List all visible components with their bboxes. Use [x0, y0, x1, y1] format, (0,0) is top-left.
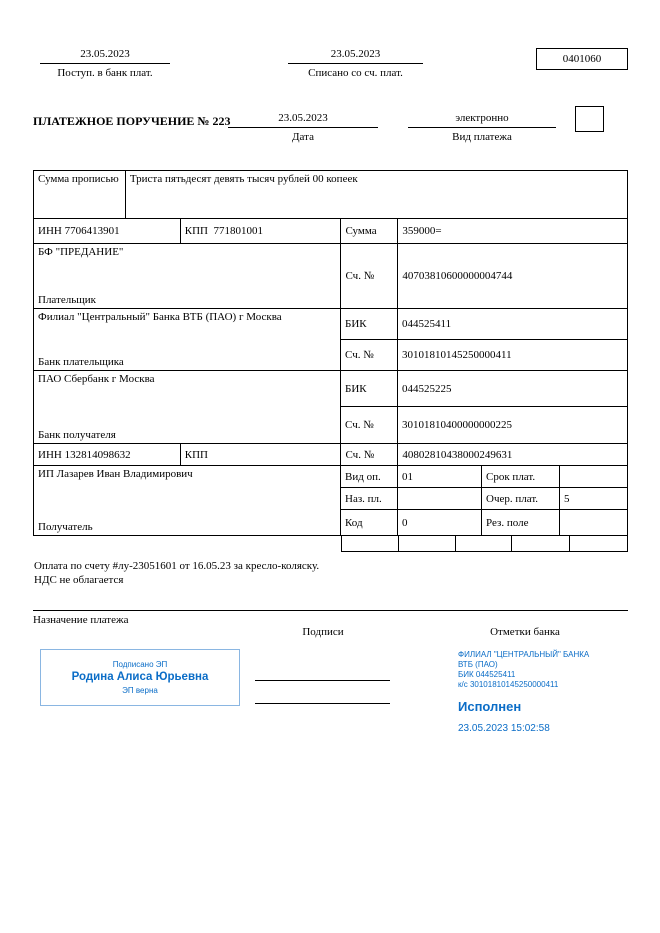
payer-inn-cell: ИНН 7706413901	[34, 219, 181, 244]
payee-account-label-cell: Сч. №	[341, 444, 398, 466]
rez-pole-label-cell: Рез. поле	[482, 510, 560, 536]
form-number-box	[536, 48, 628, 70]
tax-field-cell	[512, 535, 570, 552]
payment-kind-label: Вид платежа	[452, 131, 512, 143]
bank-stamp-status: Исполнен	[458, 699, 522, 714]
naz-pl-value-cell	[398, 488, 482, 510]
payer-account-cell: 40703810600000004744	[398, 244, 628, 309]
doc-date-value: 23.05.2023	[228, 112, 378, 128]
bank-stamp-name-line1: ФИЛИАЛ "ЦЕНТРАЛЬНЫЙ" БАНКА	[458, 650, 590, 659]
vid-op-label-cell: Вид оп.	[341, 466, 398, 488]
title-status-box	[575, 106, 604, 132]
signature-line-2	[255, 703, 390, 704]
tax-field-cell	[570, 535, 628, 552]
amount-words-value-cell: Триста пятьдесят девять тысяч рублей 00 копеек	[126, 171, 628, 219]
payee-name: ИП Лазарев Иван Владимирович	[38, 468, 193, 480]
payer-kpp-cell: КПП 771801001	[181, 219, 342, 244]
payee-bank-name: ПАО Сбербанк г Москва	[38, 373, 155, 385]
sum-label-cell: Сумма	[341, 219, 398, 244]
esig-verified-label: ЭП верна	[122, 686, 158, 695]
payee-section-label: Получатель	[38, 521, 93, 533]
payer-section-label: Плательщик	[38, 294, 96, 306]
naz-pl-label-cell: Наз. пл.	[341, 488, 398, 510]
payee-inn-cell: ИНН 132814098632	[34, 444, 181, 466]
bank-marks-title: Отметки банка	[490, 626, 560, 638]
kod-label-cell: Код	[341, 510, 398, 536]
doc-date-label: Дата	[292, 131, 314, 143]
payee-bank-bik-label-cell: БИК	[341, 371, 398, 407]
bank-stamp-datetime: 23.05.2023 15:02:58	[458, 723, 550, 734]
rez-pole-value-cell	[560, 510, 628, 536]
vid-op-value-cell: 01	[398, 466, 482, 488]
received-date-value: 23.05.2023	[40, 48, 170, 64]
sum-value-cell: 359000=	[398, 219, 628, 244]
form-number: 0401060	[562, 53, 602, 65]
payment-kind-value: электронно	[408, 112, 556, 128]
bank-stamp-bik: БИК 044525411	[458, 670, 516, 679]
payee-cell	[34, 466, 341, 536]
payee-bank-bik-cell: 044525225	[398, 371, 628, 407]
esig-name: Родина Алиса Юрьевна	[71, 671, 209, 683]
payer-account-label-cell: Сч. №	[341, 244, 398, 309]
payment-kind-field	[408, 112, 556, 143]
payee-bank-account-label-cell: Сч. №	[341, 407, 398, 444]
purpose-section	[33, 552, 628, 611]
payer-bank-account-label-cell: Сч. №	[341, 340, 398, 371]
payee-kpp-cell: КПП	[181, 444, 342, 466]
doc-title: ПЛАТЕЖНОЕ ПОРУЧЕНИЕ № 223	[33, 114, 231, 128]
debited-date-value: 23.05.2023	[288, 48, 423, 64]
tax-field-cell	[342, 535, 399, 552]
ocher-plat-label-cell: Очер. плат.	[482, 488, 560, 510]
debited-date-field	[288, 48, 423, 79]
tax-field-cell	[399, 535, 456, 552]
bank-stamp	[458, 650, 633, 734]
payee-bank-cell	[34, 371, 341, 444]
amount-words-label-cell: Сумма прописью	[34, 171, 126, 219]
esig-signed-label: Подписано ЭП	[112, 660, 168, 669]
tax-fields-row	[341, 535, 628, 552]
ocher-plat-value-cell: 5	[560, 488, 628, 510]
payer-cell	[34, 244, 341, 309]
srok-plat-label-cell: Срок плат.	[482, 466, 560, 488]
esig-stamp	[40, 649, 240, 706]
debited-date-label: Списано со сч. плат.	[308, 67, 403, 79]
payment-table	[33, 170, 628, 536]
doc-date-field	[228, 112, 378, 143]
payer-bank-cell	[34, 309, 341, 371]
payer-name: БФ "ПРЕДАНИЕ"	[38, 246, 124, 258]
payer-bank-name: Филиал "Центральный" Банка ВТБ (ПАО) г Москва	[38, 311, 282, 323]
purpose-line1: Оплата по счету #лу-23051601 от 16.05.23 за кресло-коляску.	[34, 560, 320, 572]
signature-line-1	[255, 680, 390, 681]
purpose-section-label: Назначение платежа	[33, 614, 129, 626]
bank-stamp-name-line2: ВТБ (ПАО)	[458, 660, 498, 669]
received-date-field	[40, 48, 170, 79]
payee-bank-account-cell: 30101810400000000225	[398, 407, 628, 444]
payer-bank-bik-cell: 044525411	[398, 309, 628, 340]
bank-stamp-corr-account: к/с 30101810145250000411	[458, 680, 559, 689]
tax-field-cell	[456, 535, 513, 552]
payer-bank-section-label: Банк плательщика	[38, 356, 124, 368]
payee-bank-section-label: Банк получателя	[38, 429, 116, 441]
signatures-title: Подписи	[302, 626, 344, 638]
kod-value-cell: 0	[398, 510, 482, 536]
payer-bank-bik-label-cell: БИК	[341, 309, 398, 340]
received-date-label: Поступ. в банк плат.	[57, 67, 153, 79]
payer-bank-account-cell: 30101810145250000411	[398, 340, 628, 371]
payee-account-cell: 40802810438000249631	[398, 444, 628, 466]
purpose-line2: НДС не облагается	[34, 574, 124, 586]
srok-plat-value-cell	[560, 466, 628, 488]
